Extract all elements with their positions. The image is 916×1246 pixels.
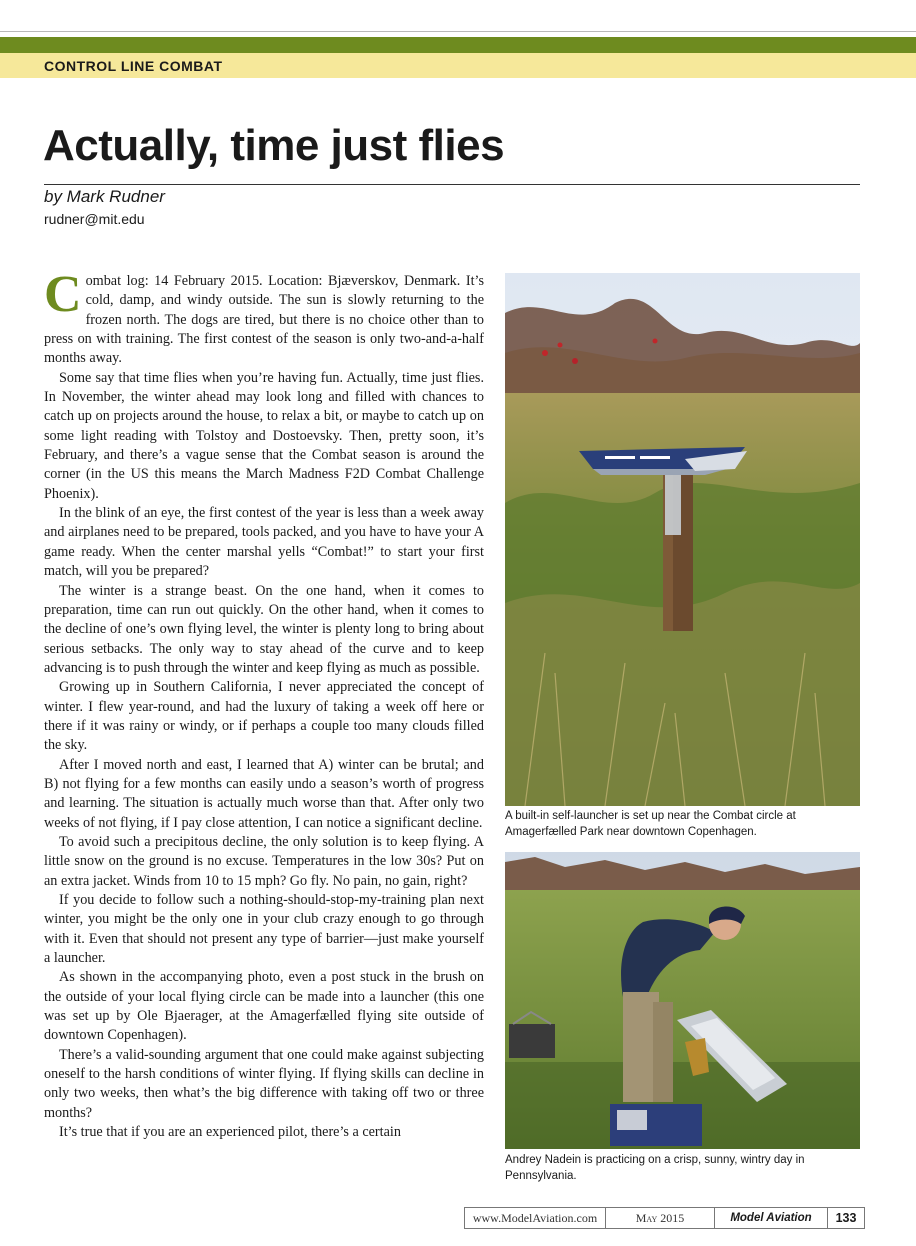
- paragraph: Some say that time flies when you’re having fun. Actually, time just flies. In November, the winter ahead may look long and filled with chances to catch up on projects around the house, to relax a bit, or maybe to catch up on some light reading with Tolstoy and Dostoevsky. Then, pretty soon, it’s February, and there’s a vague sense that the Combat season is around the corner (in the US this means the March Madness F2D Combat Challenge Phoenix).: [44, 369, 484, 502]
- photo-caption: Andrey Nadein is practicing on a crisp, sunny, wintry day in Pennsylvania.: [505, 1154, 805, 1182]
- pilot-photo-image: [505, 852, 860, 1149]
- drop-cap: C: [44, 272, 82, 323]
- paragraph: Combat log: 14 February 2015. Location: Bjæverskov, Denmark. It’s cold, damp, and windy outside. The sun is slowly returning to the frozen north. The dogs are tired, but there is no choice other than to press on with training. The first contest of the season is only two-and-a-half months away.: [44, 272, 484, 367]
- paragraph: If you decide to follow such a nothing-should-stop-my-training plan next winter, you might be the only one in your club crazy enough to go through with it. Even that should not present any type of barrier—just make yourself a launcher.: [44, 892, 484, 967]
- launcher-photo: [505, 273, 860, 806]
- paragraph: In the blink of an eye, the first contest of the year is less than a week away and airplanes need to be prepared, tools packed, and you have to have your A game ready. When the center marshal yells “Combat!” to start your first match, will you be prepared?: [44, 505, 484, 580]
- pilot-photo: [505, 852, 860, 1149]
- paragraph: After I moved north and east, I learned that A) winter can be brutal; and B) not flying for a few months can easily undo a season’s worth of progress and learning. The situation is actually much worse than that. After only two weeks of not flying, if I pay close attention, I can notice a significant decline.: [44, 756, 484, 831]
- section-label: CONTROL LINE COMBAT: [44, 58, 223, 74]
- footer-magazine: Model Aviation: [715, 1208, 828, 1228]
- paragraph: As shown in the accompanying photo, even a post stuck in the brush on the outside of your local flying circle can be made into a launcher (this one was set up by Ole Bjaerager, at the Amagerfælled flying site outside of downtown Copenhagen).: [44, 969, 484, 1044]
- footer-url[interactable]: www.ModelAviation.com: [465, 1208, 606, 1228]
- paragraph: It’s true that if you are an experienced pilot, there’s a certain: [59, 1124, 401, 1141]
- byline: by Mark Rudner: [44, 187, 165, 206]
- page-footer: [464, 1207, 865, 1229]
- title-rule: [44, 184, 860, 185]
- author-email[interactable]: rudner@mit.edu: [44, 211, 145, 227]
- paragraph: Growing up in Southern California, I never appreciated the concept of winter. I flew year-round, and had the luxury of taking a week off here or there if it was rainy or windy, or if perhaps a couple too many clouds filled the sky.: [44, 679, 484, 754]
- launcher-photo-image: [505, 273, 860, 806]
- paragraph: To avoid such a precipitous decline, the only solution is to keep flying. A little snow on the ground is no excuse. Temperatures in the low 30s? Put on an extra jacket. Winds from 10 to 15 mph? Go fly. No pain, no gain, right?: [44, 833, 484, 889]
- article-title: Actually, time just flies: [43, 121, 505, 170]
- paragraph: There’s a valid-sounding argument that one could make against subjecting oneself to the harsh conditions of winter flying. If flying skills can decline in only two weeks, then what’s the big difference with taking off two or three months?: [44, 1046, 484, 1121]
- header-green-band: [0, 37, 916, 53]
- article-body: [44, 272, 484, 1188]
- paragraph: The winter is a strange beast. On the one hand, when it comes to preparation, time can run out quickly. On the other hand, when it comes to the decline of one’s own flying level, the winter is plenty long to bring about serious setbacks. The only way to stay ahead of the curve and to keep advancing is to push through the winter and keep flying as much as possible.: [44, 582, 484, 676]
- photo-caption: A built-in self-launcher is set up near the Combat circle at Amagerfælled Park near downtown Copenhagen.: [505, 810, 796, 838]
- footer-date: May 2015: [606, 1208, 715, 1228]
- page-number: 133: [835, 1211, 857, 1225]
- top-rule: [0, 31, 916, 32]
